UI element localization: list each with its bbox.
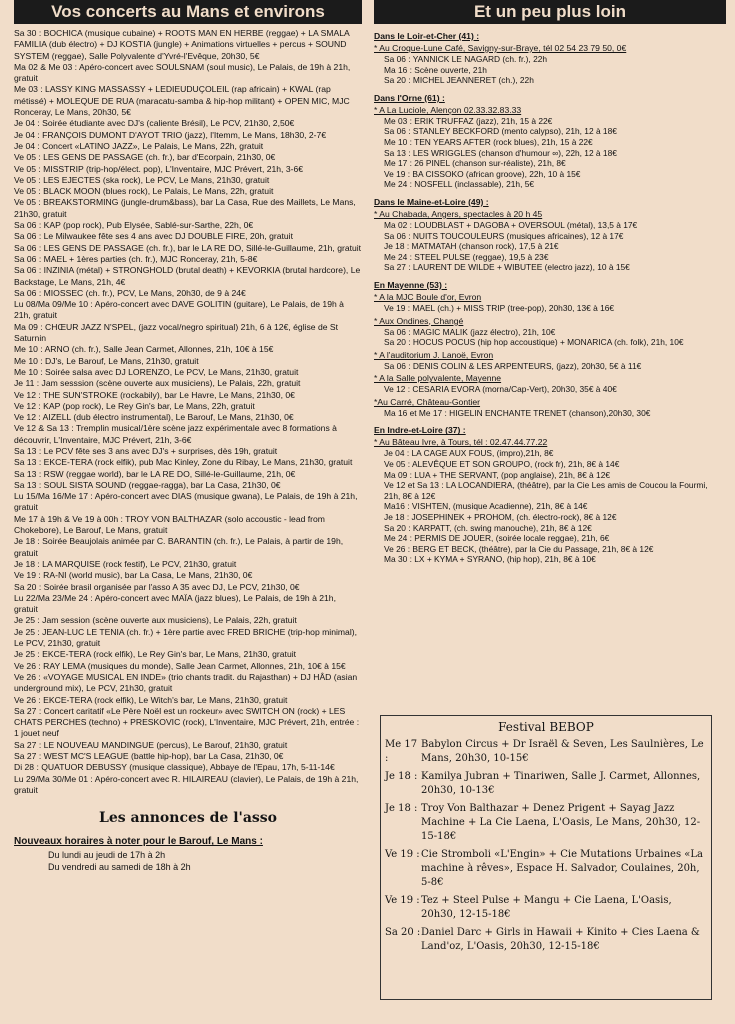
event-entry: Sa 20 : KARPATT, (ch. swing manouche), 21h, 8€ à 12€ [384,522,592,533]
bebop-day: Me 17 : [385,739,418,764]
concert-entry: Lu 22/Ma 23/Me 24 : Apéro-concert avec MAÏA (jazz blues), Le Palais, de 19h à 21h, gratuit [14,592,336,615]
concert-entry: Ve 05 : BREAKSTORMING (jungle-drum&bass), bar La Casa, Rue des Maillets, Le Mans, 21h30, gratuit [14,197,356,219]
bebop-text: Babylon Circus + Dr Israël & Seven, Les Saulnières, Le Mans, 20h30, 10-15€ [421,739,704,764]
event-entry: Sa 06 : NUITS TOUCOULEURS (musiques africaines), 12 à 17€ [384,230,624,241]
bebop-title: Festival BEBOP [498,720,594,734]
concert-entry: Sa 13 : EKCE-TERA (rock elfik), pub Mac Kinley, Zone du Ribay, Le Mans, 21h30, gratuit [14,457,353,468]
concert-entry: Je 25 : Jam session (scène ouverte aux musiciens), Le Palais, 22h, gratuit [14,615,297,626]
event-entry: Ve 05 : ALEVÊQUE ET SON GROUPO, (rock fr), 21h, 8€ à 14€ [384,459,620,470]
concert-entry: Lu 29/Ma 30/Me 01 : Apéro-concert avec R. HILAIREAU (clavier), Le Palais, de 19h à 21h, gratuit [14,773,359,795]
concert-entry: Me 03 : LASSY KING MASSASSY + LEDIEUDUÇOLEIL (rap africain) + KWAL (rap métissé) + MOLEQUE DE RUA (maracatu-samba & hip-hop militant) + OPEN MIC, MJC Ronceray, Le Mans, 20h30, 5€ [14,84,350,118]
event-entry: Ve 19 : BA CISSOKO (african groove), 22h, 10 à 15€ [384,168,581,179]
event-entry: Me 03 : ERIK TRUFFAZ (jazz), 21h, 15 à 22€ [384,115,553,126]
section-loir-et-cher: Dans le Loir-et-Cher (41) : [374,31,480,41]
concert-entry: Je 18 : Soirée Beaujolais animée par C. BARANTIN (ch. fr.), Le Palais, à partir de 19h, gratuit [14,536,344,558]
concert-entry: Sa 13 : Le PCV fête ses 3 ans avec DJ's + surprises, dès 19h, gratuit [14,445,278,456]
bebop-day: Je 18 : [385,771,418,782]
bebop-text: Cie Stromboli «L'Engin» + Cie Mutations Urbaines «La machine à rêves», Espace H. Salvador, Coulaines, 20h, 5-8€ [421,849,703,888]
concert-entry: Ve 05 : MISSTRIP (trip-hop/élect. pop), L'Inventaire, MJC Prévert, 21h, 3-6€ [14,163,304,174]
left-header: Vos concerts au Mans et environs [14,0,362,24]
festival-bebop-box [380,715,712,1000]
concert-entry: Je 11 : Jam sesssion (scène ouverte aux musiciens), Le Palais, 22h, gratuit [14,378,301,389]
concert-entry: Ve 26 : «VOYAGE MUSICAL EN INDE» (trio chants tradit. du Rajasthan) + DJ HÂD (asian underground mix), Le PCV, 21h30, gratuit [14,671,358,694]
event-list [374,116,726,190]
concert-entry: Sa 20 : Soirée brasil organisée par l'asso A 35 avec DJ, Le PCV, 21h30, 0€ [14,581,300,592]
bebop-day: Sa 20 : [385,927,421,938]
event-entry: Ma 16 : Scène ouverte, 21h [384,64,487,75]
concert-entry: Ve 12 & Sa 13 : Tremplin musical/1ère scène jazz expérimentale avec 8 formations à découvrir, L'Inventaire, MJC Prévert, 21h, 3-6€ [14,423,337,445]
concert-entry: Je 18 : LA MARQUISE (rock festif), Le PCV, 21h30, gratuit [14,558,237,569]
concert-entry: Je 25 : JEAN-LUC LE TENIA (ch. fr.) + 1ère partie avec FRED BRICHE (trip-hop minimal), Le PCV, 21h30, gratuit [14,626,357,649]
bebop-row [381,802,711,844]
bebop-list [381,738,711,954]
event-entry: Sa 27 : LAURENT DE WILDE + WIBUTEE (electro jazz), 10 à 15€ [384,262,630,273]
bebop-day: Ve 19 : [385,849,420,860]
event-entry: Ma 16 et Me 17 : HIGELIN ENCHANTE TRENET (chanson),20h30, 30€ [384,407,651,418]
event-list [374,384,726,395]
venue: * Au Chabada, Angers, spectacles à 20 h 45 [374,208,543,219]
event-entry: Me 17 : 26 PINEL (chanson sur-réaliste), 21h, 8€ [384,158,566,169]
event-list [374,303,726,314]
concert-entry: Lu 08/Ma 09/Me 10 : Apéro-concert avec DAVE GOLITIN (guitare), Le Palais, de 19h à 21h, gratuit [14,299,344,321]
event-list [374,448,726,565]
event-entry: Ve 26 : BERG ET BECK, (théâtre), par la Cie du Passage, 21h, 8€ à 12€ [384,543,654,554]
concert-entry: Ve 19 : RA-NI (world music), bar La Casa, Le Mans, 21h30, 0€ [14,570,253,581]
concert-entry: Ve 12 : KAP (pop rock), Le Rey Gin's bar, Le Mans, 22h, gratuit [14,400,255,411]
event-entry: Sa 20 : MICHEL JEANNERET (ch.), 22h [384,75,534,86]
section-maine-et-loire: Dans le Maine-et-Loire (49) : [374,196,489,207]
event-list [374,361,726,372]
concert-list [14,28,362,796]
right-header: Et un peu plus loin [374,0,726,24]
event-entry: Sa 13 : LES WRIGGLES (chanson d'humour ∞), 22h, 12 à 18€ [384,147,617,158]
section-mayenne: En Mayenne (53) : [374,279,448,290]
concert-entry: Ve 12 : THE SUN'STROKE (rockabily), bar Le Havre, Le Mans, 21h30, 0€ [14,389,295,400]
concert-entry: Je 04 : Soirée étudiante avec DJ's (caliente Brésil), Le PCV, 21h30, 2,50€ [14,118,295,129]
concert-entry: Me 10 : ARNO (ch. fr.), Salle Jean Carmet, Allonnes, 21h, 10€ à 15€ [14,344,274,355]
section-orne: Dans l'Orne (61) : [374,92,445,103]
left-column [14,0,362,873]
venue: * Au Croque-Lune Café, Savigny-sur-Braye, tél 02 54 23 79 50, 0€ [374,43,627,53]
venue: * A l'auditorium J. Lanoë, Evron [374,349,494,360]
right-column [374,0,726,565]
concert-entry: Je 04 : Concert «LATINO JAZZ», Le Palais, Le Mans, 22h, gratuit [14,140,264,151]
concert-entry: Sa 06 : INZINIA (métal) + STRONGHOLD (brutal death) + KEVORKIA (brutal hardcore), Le Backstage, Le Mans, 21h, 4€ [14,265,361,287]
event-entry: Me 24 : NOSFELL (inclassable), 21h, 5€ [384,179,535,190]
concert-entry: Sa 27 : WEST MC'S LEAGUE (battle hip-hop), bar La Casa, 21h30, 0€ [14,751,284,761]
event-entry: Sa 06 : YANNICK LE NAGARD (ch. fr.), 22h [384,54,548,64]
venue: * A La Luciole, Alençon 02.33.32.83.33 [374,104,522,115]
concert-entry: Sa 06 : LES GENS DE PASSAGE (ch. fr.), bar le LA RE DO, Sillé-le-Guillaume, 21h, gratuit [14,242,362,253]
event-entry: Je 04 : LA CAGE AUX FOUS, (impro),21h, 8€ [384,448,554,459]
concert-entry: Di 28 : QUATUOR DEBUSSY (musique classique), Abbaye de l'Epau, 17h, 5-11-14€ [14,762,335,773]
concert-entry: Ve 26 : RAY LEMA (musiques du monde), Salle Jean Carmet, Allonnes, 21h, 10€ à 15€ [14,660,346,671]
event-list [374,54,726,86]
bebop-text: Tez + Steel Pulse + Mangu + Cie Laena, L'Oasis, 20h30, 12-15-18€ [421,895,672,920]
event-entry: Ve 12 et Sa 13 : LA LOCANDIERA, (théâtre), par la Cie Les amis de Coucou la Fourmi, 21h, 8€ à 12€ [384,480,708,501]
event-entry: Je 18 : MATMATAH (chanson rock), 17,5 à 21€ [384,241,559,252]
event-list [374,220,726,273]
event-entry: Ve 19 : MAEL (ch.) + MISS TRIP (tree-pop), 20h30, 13€ à 16€ [384,302,615,313]
event-entry: Je 18 : JOSEPHINEK + PROHOM, (ch. électro-rock), 8€ à 12€ [384,512,617,523]
concert-entry: Je 25 : EKCE-TERA (rock elfik), Le Rey Gin's bar, Le Mans, 21h30, gratuit [14,649,297,660]
concert-entry: Ve 26 : EKCE-TERA (rock elfik), Le Witch's bar, Le Mans, 21h30, gratuit [14,694,288,705]
concert-entry: Lu 15/Ma 16/Me 17 : Apéro-concert avec DIAS (musique gwana), Le Palais, de 19h à 21h, gratuit [14,491,358,513]
event-entry: Sa 20 : HOCUS POCUS (hip hop accoustique) + MONARICA (ch. folk), 21h, 10€ [384,337,684,348]
bebop-text: Kamilya Jubran + Tinariwen, Salle J. Carmet, Allonnes, 20h30, 10-13€ [421,771,701,796]
concert-entry: Sa 27 : LE NOUVEAU MANDINGUE (percus), Le Barouf, 21h30, gratuit [14,739,288,750]
bebop-row [381,894,711,922]
annonces-title: Les annonces de l'asso [99,810,277,827]
bebop-day: Je 18 : [385,803,418,814]
bebop-day: Ve 19 : [385,895,420,906]
concert-entry: Sa 06 : KAP (pop rock), Pub Elysée, Sablé-sur-Sarthe, 22h, 0€ [14,220,254,231]
annonce-item: Du lundi au jeudi de 17h à 2h [48,850,166,861]
event-list [374,327,726,348]
concert-entry: Ma 09 : CHŒUR JAZZ N'SPEL, (jazz vocal/negro spiritual) 21h, 6 à 12€, église de St Saturnin [14,321,339,344]
event-list [374,408,726,419]
concert-entry: Ve 12 : AIZELL (dub électro instrumental), Le Barouf, Le Mans, 21h30, 0€ [14,412,294,423]
concert-entry: Ve 05 : BLACK MOON (blues rock), Le Palais, Le Mans, 22h, gratuit [14,186,274,197]
event-entry: Me 24 : PERMIS DE JOUER, (soirée locale reggae), 21h, 6€ [384,533,610,544]
event-entry: Ma16 : VISHTEN, (musique Acadienne), 21h, 8€ à 14€ [384,501,588,512]
concert-entry: Me 10 : Soirée salsa avec DJ LORENZO, Le PCV, Le Mans, 21h30, gratuit [14,366,299,377]
annonces-subtitle: Nouveaux horaires à noter pour le Barouf, Le Mans : [14,836,263,848]
annonces-list [14,849,362,873]
concert-entry: Me 10 : DJ's, Le Barouf, Le Mans, 21h30, gratuit [14,355,199,366]
bebop-row [381,738,711,766]
event-entry: Sa 06 : DENIS COLIN & LES ARPENTEURS, (jazz), 20h30, 5€ à 11€ [384,360,642,371]
concert-entry: Sa 06 : Le Milwaukee fête ses 4 ans avec DJ DOUBLE FIRE, 20h, gratuit [14,231,293,242]
bebop-row [381,770,711,798]
concert-entry: Sa 27 : Concert caritatif «Le Père Noël est un rockeur» avec SWITCH ON (rock) + LES CHATS PERCHES (techno) + PRESKOVIC (rock), L'Inventaire, MJC Prévert, 21h, entrée : 1 jouet neuf [14,705,360,739]
bebop-text: Daniel Darc + Girls in Hawaii + Kinito + Cies Laena & Land'oz, L'Oasis, 20h30, 12-15-18€ [421,927,700,952]
venue: * A la MJC Boule d'or, Evron [374,291,482,302]
event-entry: Me 10 : TEN YEARS AFTER (rock blues), 21h, 15 à 22€ [384,136,593,147]
concert-entry: Sa 06 : MIOSSEC (ch. fr.), PCV, Le Mans, 20h30, de 9 à 24€ [14,287,246,298]
concert-entry: Ve 05 : LES GENS DE PASSAGE (ch. fr.), bar d'Ecorpain, 21h30, 0€ [14,152,276,163]
bebop-text: Troy Von Balthazar + Denez Prigent + Sayag Jazz Machine + La Cie Laena, L'Oasis, Le Mans, 20h30, 12-15-18€ [421,803,701,842]
bebop-row [381,848,711,890]
concert-entry: Sa 06 : MAEL + 1ères parties (ch. fr.), MJC Ronceray, 21h, 5-8€ [14,253,258,264]
event-entry: Ve 12 : CESARIA EVORA (morna/Cap-Vert), 20h30, 35€ à 40€ [384,384,617,395]
venue: * Aux Ondines, Changé [374,315,464,326]
annonce-item: Du vendredi au samedi de 18h à 2h [48,862,191,873]
venue: * A la Salle polyvalente, Mayenne [374,373,502,384]
concert-entry: Sa 30 : BOCHICA (musique cubaine) + ROOTS MAN EN HERBE (reggae) + LA SMALA FAMILIA (dub électro) + DJ KOSTIA (jungle) + Animations virtuelles + percus + SOUND SYSTEM (reggae), Salle Polyvalente d'Yvré-l'Evêque, 20h30, 5€ [14,28,350,61]
concert-entry: Je 04 : FRANÇOIS DUMONT D'AYOT TRIO (jazz), l'Itemm, Le Mans, 18h30, 2-7€ [14,129,327,140]
venue: *Au Carré, Château-Gontier [374,396,481,407]
bebop-row [381,926,711,954]
concert-entry: Sa 13 : RSW (reggae world), bar le LA RE DO, Sillé-le-Guillaume, 21h, 0€ [14,468,296,479]
event-entry: Ma 02 : LOUDBLAST + DAGOBA + OVERSOUL (métal), 13,5 à 17€ [384,219,638,230]
concert-entry: Ve 05 : LES EJECTES (ska rock), Le PCV, Le Mans, 21h30, gratuit [14,174,270,185]
section-indre-et-loire: En Indre-et-Loire (37) : [374,425,466,436]
event-entry: Ma 09 : LUA + THE SERVANT, (pop anglaise), 21h, 8€ à 12€ [384,469,611,480]
concert-entry: Me 17 à 19h & Ve 19 à 00h : TROY VON BALTHAZAR (solo accoustic - lead from Chokebore), Le Barouf, Le Mans, gratuit [14,513,325,536]
event-entry: Sa 06 : STANLEY BECKFORD (mento calypso), 21h, 12 à 18€ [384,126,617,137]
event-entry: Me 24 : STEEL PULSE (reggae), 19,5 à 23€ [384,251,549,262]
event-entry: Sa 06 : MAGIC MALIK (jazz électro), 21h, 10€ [384,326,556,337]
event-entry: Ma 30 : LX + KYMA + SYRANO, (hip hop), 21h, 8€ à 10€ [384,554,596,565]
concert-entry: Ma 02 & Me 03 : Apéro-concert avec SOULSNAM (soul music), Le Palais, de 19h à 21h, gratuit [14,61,351,84]
venue: * Au Bâteau Ivre, à Tours, tél : 02.47.44.77.22 [374,437,548,448]
concert-entry: Sa 13 : SOUL SISTA SOUND (reggae-ragga), bar La Casa, 21h30, 0€ [14,479,281,490]
